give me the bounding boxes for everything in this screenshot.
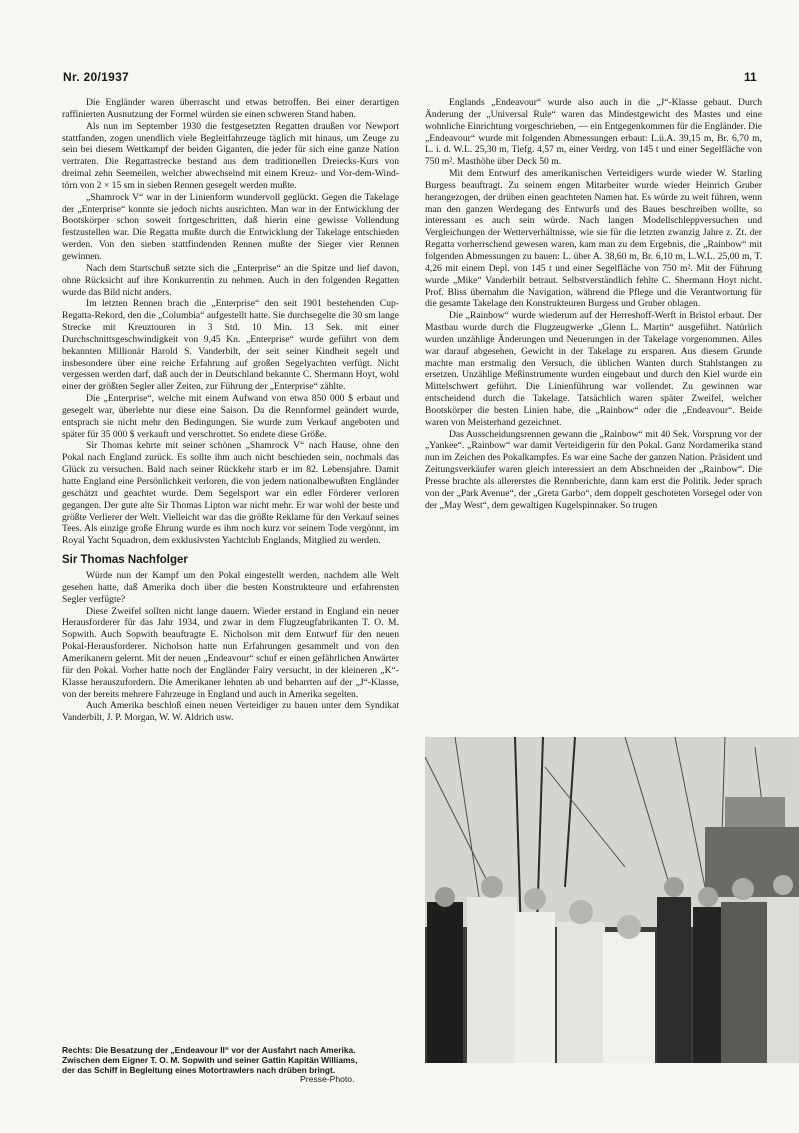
paragraph: Als nun im September 1930 die festgesetzten Regatten draußen vor Newport stattfanden, zogen unendlich viele Begleitfahrzeuge täglich mit hinaus, um Zeuge zu sein bei diesem Wettkampf der beiden Giganten, die jeder für sich eine ganze Nation vertraten. Die Regattastrecke bestand aus dem traditionellen Dreiecks-Kurs von dreimal zehn Seemeilen, welcher abwechselnd mit einem Kreuz- und Vor-dem-Wind-törn von 2 × 15 sm in sieben Rennen gesegelt werden mußte. — [62, 120, 399, 191]
paragraph: Sir Thomas kehrte mit seiner schönen „Shamrock V“ nach Hause, ohne den Pokal nach England zurück. Es sollte ihm auch nicht beschieden sein, nochmals das Glück zu versuchen. Bald nach seiner Rückkehr starb er im 82. Lebensjahre. Damit hatte England eine Persönlichkeit verloren, die von jedem nationalbewußten Engländer geschätzt und geachtet wurde. Dem Segelsport war ein edler Förderer verloren gegangen. Der gute alte Sir Thomas Lipton war nicht mehr. Er war wohl der beste und größte Verlierer der Welt. Vielleicht war das die größte Reklame für den Verkauf seines Tees. Als einzige große Ehrung wurde es ihm noch kurz vor seinem Tode vergönnt, im Royal Yacht Squadron, dem exklusivsten Yachtclub Englands, Mitglied zu werden. — [62, 440, 399, 547]
paragraph: Diese Zweifel sollten nicht lange dauern. Wieder erstand in England ein neuer Herausforderer für das Jahr 1934, und zwar in dem Flugzeugfabrikanten T. O. M. Sopwith. Auch Sopwith beauftragte E. Nicholson mit dem Entwurf für den neuen Pokal-Herausforderer. Nicholson hatte nun Erfahrungen gesammelt und von den Amerikanern gelernt. Mit der neuen „Endeavour“ schuf er einen gefährlichen Anwärter für den Pokal. Vorher hatte noch der Engländer Fairy versucht, in der kleineren „K“-Klasse herauszufordern. Die Amerikaner lehnten ab und beharrten auf der „J“-Klasse, von der bereits mehrere Fahrzeuge in England und auch in Amerika segelten. — [62, 605, 399, 700]
paragraph: „Shamrock V“ war in der Linienform wundervoll geglückt. Gegen die Takelage der „Enterprise“ konnte sie jedoch nichts ausrichten. Man war in der Entwicklung der Bootskörper schon soweit fortgeschritten, daß hierin eine gewisse Vollendung festzustellen war. Die Regatta mußte durch die Entwicklung der Takelage entschieden werden. Von den sieben stattfindenden Rennen mußte der Sieger vier Rennen gewinnen. — [62, 191, 399, 262]
paragraph: Würde nun der Kampf um den Pokal eingestellt werden, nachdem alle Welt gesehen hatte, daß Amerika doch über die besten Konstrukteure und erfahrensten Segler verfügte? — [62, 570, 399, 605]
section-heading: Sir Thomas Nachfolger — [62, 554, 188, 567]
paragraph: Im letzten Rennen brach die „Enterprise“ den seit 1901 bestehenden Cup-Regatta-Rekord, den die „Columbia“ aufgestellt hatte. Sie durchsegelte die 30 sm lange Strecke mit Kreuztouren in 3 Std. 10 Min. 13 Sek. mit einer Durchschnittsgeschwindigkeit von 9,45 Kn. „Enterprise“ wurde geführt von dem bekannten Millionär Harold S. Vanderbilt, der seit seiner Kindheit segelt und insbesondere über eine reiche Erfahrung auf großen Segelyachten verfügt. Nicht vergessen werden darf, daß auch der in Deutschland bekannte C. Shermann Hoyt, wohl einer der größten Segler aller Zeiten, zur Führung der „Enterprise“ zählte. — [62, 298, 399, 393]
crew-photo — [425, 737, 799, 1063]
issue-number: Nr. 20/1937 — [63, 70, 130, 84]
paragraph: Mit dem Entwurf des amerikanischen Verteidigers wurde wieder W. Starling Burgess beauftragt. Zu seinem engen Mitarbeiter wurde wieder Heinrich Gruber herangezogen, der drüben einen geachteten Namen hat. Es würde zu weit führen, wenn man den ganzen Werdegang des Entwurfs und des Baues beschreiben wollte, so interessant es auch sein würde. Nach langen Modellschleppversuchen und Vergleichungen der Wetterverhältnisse, wie sie für die letzten zwanzig Jahre z. Zt. der Regatta vorherrschend gewesen waren, kam man zu dem Ergebnis, die „Rainbow“ mit folgenden Abmessungen zu bauen: L. über A. 38,60 m, Br. 6,10 m, L.W.L. 25,00 m, T. 4,26 mit einem Depl. von 145 t und einer Segelfläche von 750 m². Mit der Führung wurde „Mike“ Vanderbilt betraut. Selbstverständlich fehlte C. Shermann Hoyt nicht. Prof. Bliss übernahm die Navigation, während die Pflege und die Verantwortung für die gesamte Takelage den Konstrukteuren Burgess und Gruber oblagen. — [425, 168, 762, 310]
paragraph: Das Ausscheidungsrennen gewann die „Rainbow“ mit 40 Sek. Vorsprung vor der „Yankee“. „Rainbow“ war damit Verteidigerin für den Pokal. Ganz Nordamerika stand nun im Zeichen des Pokalkampfes. Es war eine Sache der ganzen Nation. Präsident und Zeitungsverkäufer waren gleich interessiert an dem Abschneiden der „Rainbow“. Die Presse brachte als allererstes die Rennberichte, dann kam erst die Politik. Jeder sprach von der „Park Avenue“, der „Greta Garbo“, dem doppelt geschoteten Vorsegel oder von der „May West“, dem gewaltigen Kugelspinnaker. So trugen — [425, 428, 763, 511]
crew-on-deck-photo — [425, 737, 799, 1063]
paragraph: Die Engländer waren überrascht und etwas betroffen. Bei einer derartigen raffinierten Ausnutzung der Formel würden sie einen schweren Stand haben. — [62, 97, 399, 120]
page-number: 11 — [744, 70, 757, 84]
paragraph: Auch Amerika beschloß einen neuen Verteidiger zu bauen unter dem Syndikat Vanderbilt, J. P. Morgan, W. W. Aldrich usw. — [62, 700, 399, 724]
right-column — [425, 97, 762, 512]
paragraph: Nach dem Startschuß setzte sich die „Enterprise“ an die Spitze und lief davon, ohne Rücksicht auf ihre Konkurrentin zu nehmen. Auch in den folgenden Regatten wurde das Bild nicht anders. — [62, 262, 399, 298]
photo-caption: Rechts: Die Besatzung der „Endeavour II“ vor der Ausfahrt nach Amerika. Zwischen dem Eigner T. O. M. Sopwith und seiner Gattin Kapitän Williams, der das Schiff in Begleitung eines Motortrawlers nach drüben bringt. — [62, 1045, 358, 1075]
photo-credit: Presse-Photo. — [300, 1074, 355, 1084]
paragraph: Die „Enterprise“, welche mit einem Aufwand von etwa 850 000 $ erbaut und gesegelt war, überlebte nur diese eine Saison. Da die Rennformel geändert wurde, entsprach sie nicht mehr den Bedingungen. Sie wurde zum Verkauf angeboten und später für 35 000 $ verkauft und verschrottet. So endete diese Größe. — [62, 393, 399, 440]
paragraph: Die „Rainbow“ wurde wiederum auf der Herreshoff-Werft in Bristol erbaut. Der Mastbau wurde durch die Flugzeugwerke „Glenn L. Martin“ ausgeführt. Natürlich wurden unzählige Änderungen und Neuerungen in der Takelage vorgenommen. Alles war darauf abgesehen, Gewicht in der Takelage zu ersparen. Aus diesem Grunde machte man erstmalig den Versuch, die üblichen Wanten durch Stahlstangen zu ersetzen. Unzählige Meßinstrumente wurden eingebaut und durch den Kiel wurde ein Mittelschwert geführt. Die Linienführung war vollendet. Zu gewinnen war entscheidend durch die Takelage. Tatsächlich waren später Zweifel, welcher Bootskörper die besten Linien habe, die „Rainbow“ oder die „Endeavour“. Beide waren von Meisterhand gezeichnet. — [425, 310, 762, 428]
paragraph: Englands „Endeavour“ wurde also auch in die „J“-Klasse gebaut. Durch Änderung der „Universal Rule“ waren das Mindestgewicht des Mastes und eine wohnliche Einrichtung vorgeschrieben, — ein Entgegenkommen für die Engländer. Die „Endeavour“ wurde mit folgenden Abmessungen erbaut: L.ü.A. 39,15 m, Br. 6,70 m, L. i. d. W.L. 25,30 m, Tiefg. 4,57 m, einer Verdrg. von 145 t und einer Segelfläche von 750 m². Masthöhe über Deck 50 m. — [425, 97, 762, 168]
left-column — [62, 97, 399, 724]
